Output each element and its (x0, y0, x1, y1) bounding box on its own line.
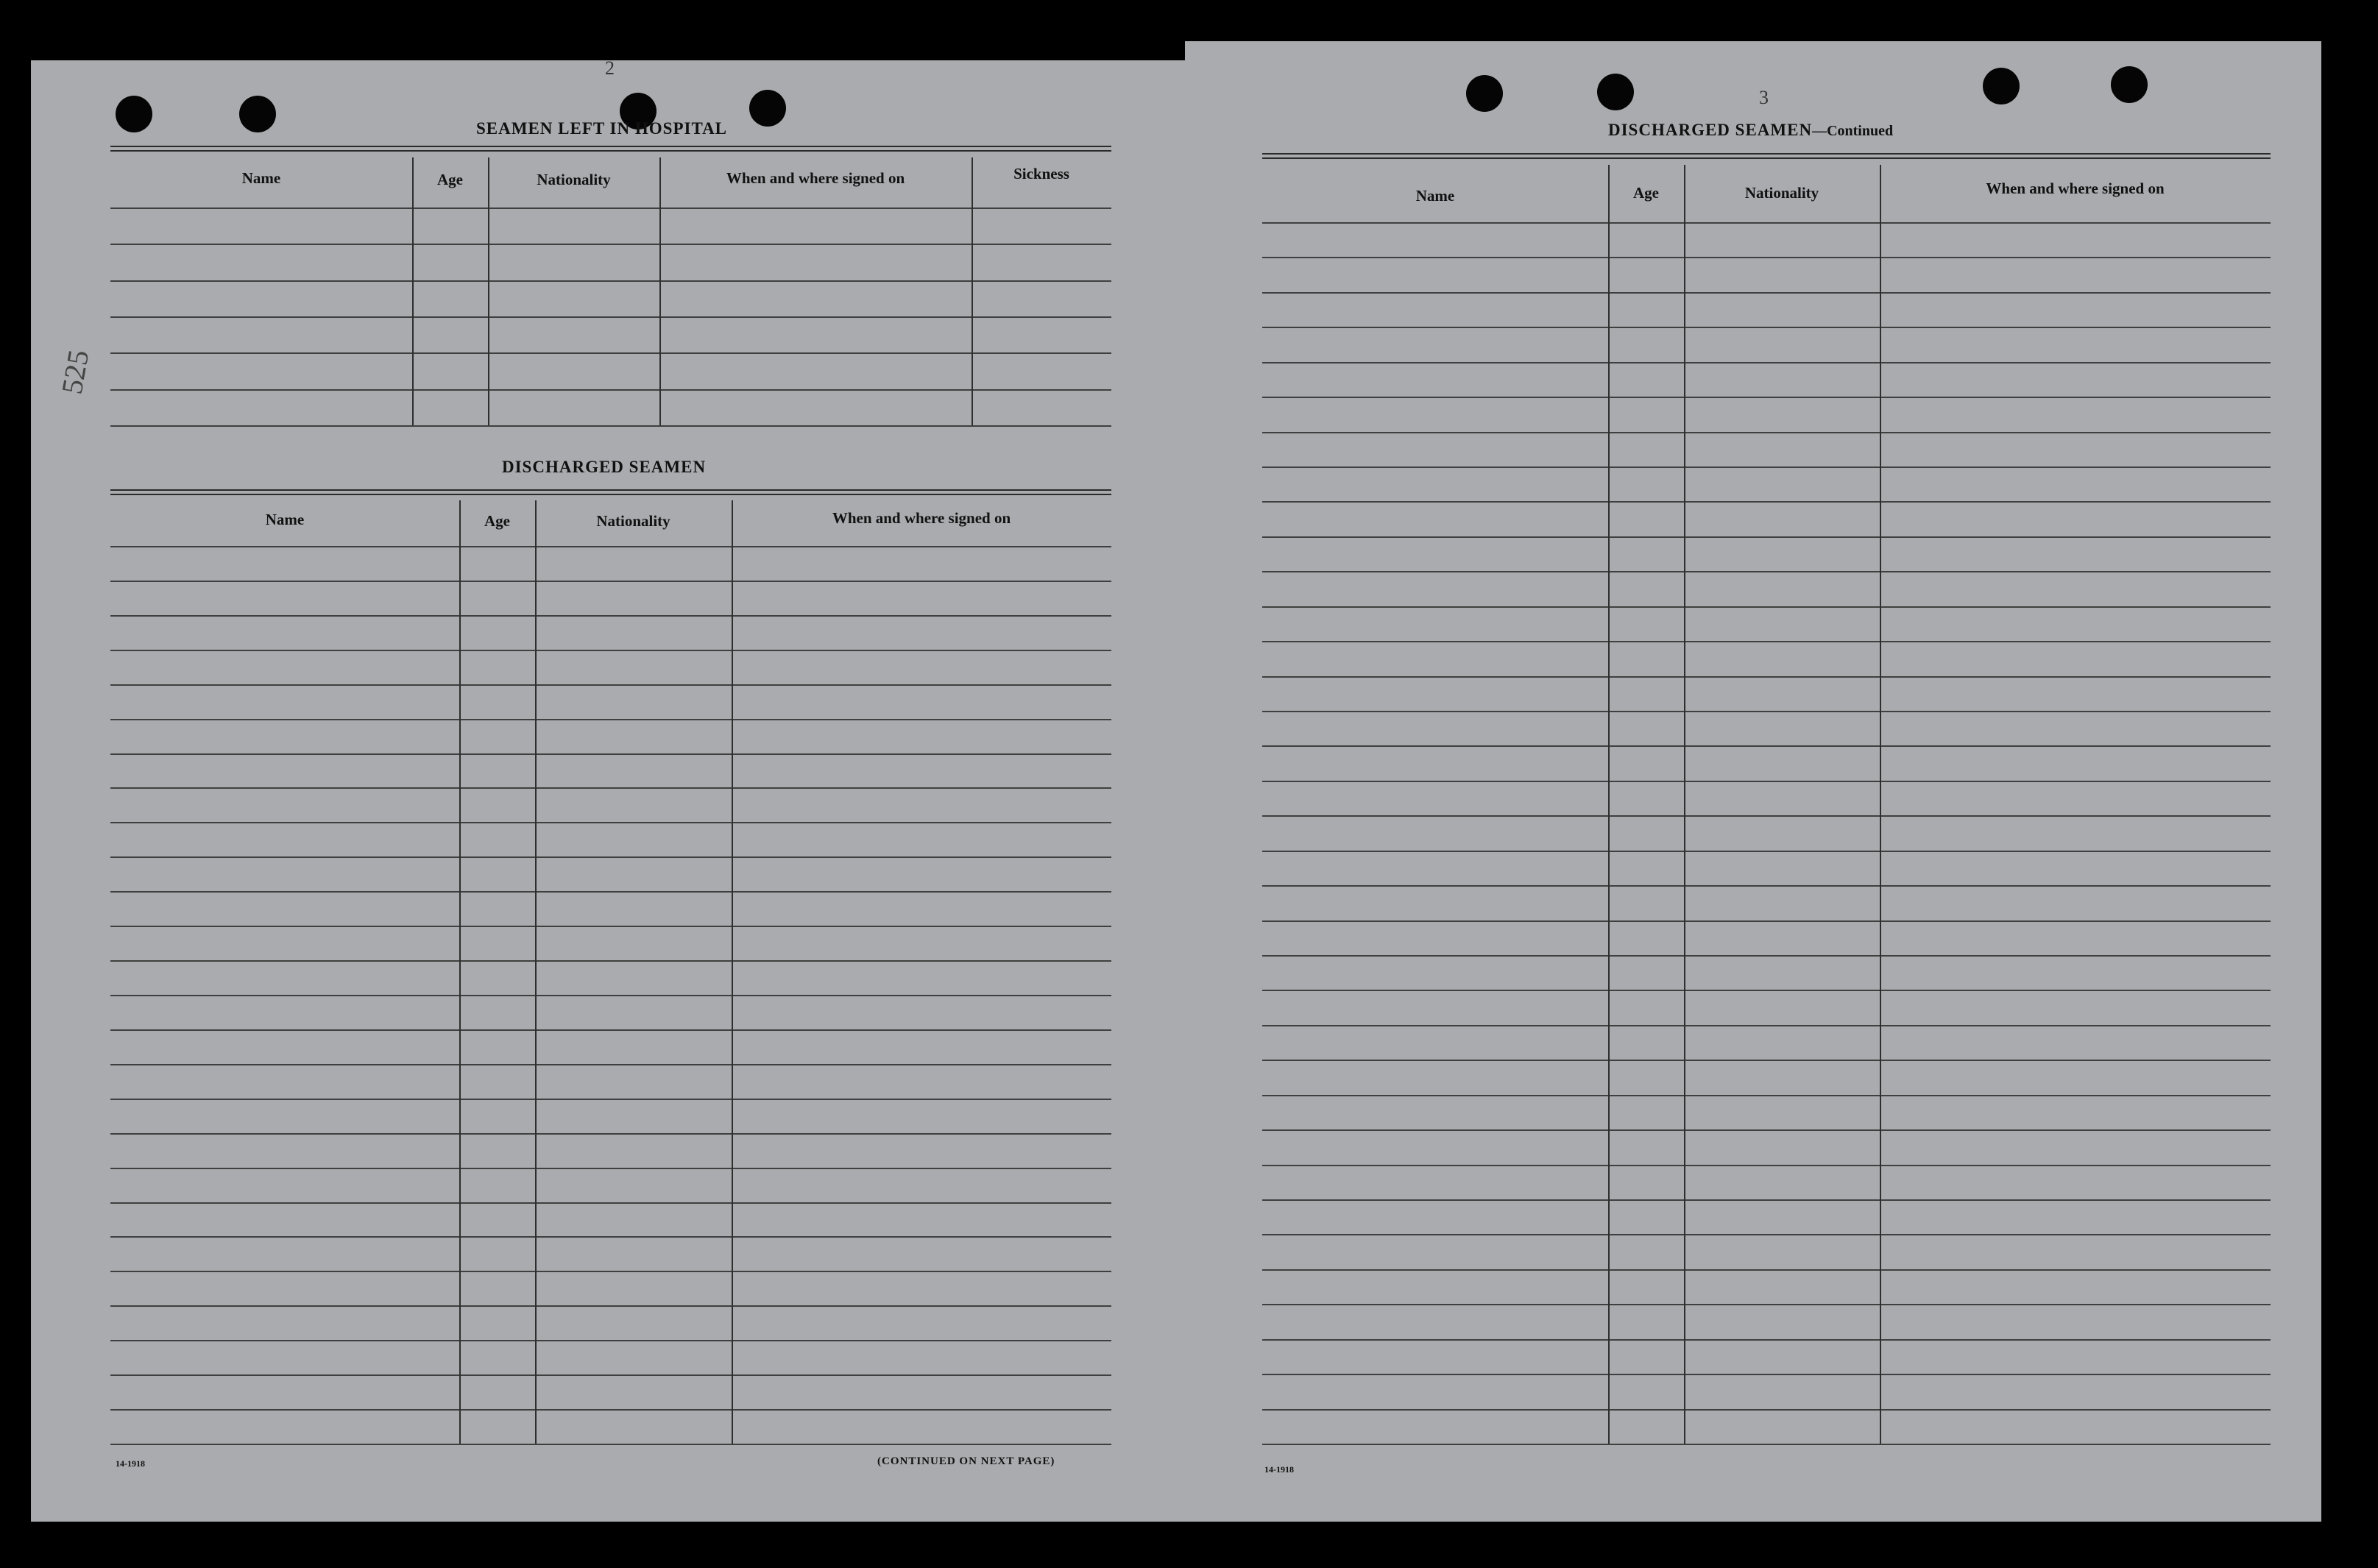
ruled-row-line (1262, 851, 2271, 852)
page-number: 3 (1759, 87, 1769, 108)
ruled-row-line (110, 352, 1111, 354)
section-title (1608, 121, 1893, 140)
ruled-row-line (1262, 990, 2271, 991)
ruled-row-line (110, 787, 1111, 789)
ruled-row-line (110, 1099, 1111, 1100)
title-rule (110, 150, 1111, 152)
ruled-row-line (110, 1064, 1111, 1065)
column-divider (535, 500, 537, 1444)
ruled-row-line (110, 244, 1111, 245)
ruled-row-line (1262, 745, 2271, 747)
punch-hole-icon (239, 96, 276, 132)
column-divider (1684, 165, 1685, 1444)
ruled-row-line (110, 425, 1111, 427)
continued-note: (CONTINUED ON NEXT PAGE) (877, 1455, 1055, 1467)
col-header-nationality: Nationality (1744, 184, 1819, 202)
ruled-row-line (1262, 606, 2271, 608)
margin-handwritten-mark: 525 (54, 347, 96, 397)
punch-hole-icon (116, 96, 152, 132)
ruled-row-line (1262, 1409, 2271, 1411)
column-divider (1608, 165, 1610, 1444)
ruled-row-line (110, 684, 1111, 686)
ruled-row-line (1262, 467, 2271, 468)
right-page (1185, 41, 2321, 1522)
ruled-row-line (1262, 885, 2271, 887)
ruled-row-line (1262, 1129, 2271, 1131)
col-header-sickness: Sickness (1013, 165, 1069, 182)
ruled-row-line (1262, 1444, 2271, 1445)
ruled-row-line (110, 719, 1111, 720)
ruled-row-line (110, 546, 1111, 547)
ruled-row-line (1262, 362, 2271, 363)
ruled-row-line (110, 1340, 1111, 1341)
ruled-row-line (1262, 711, 2271, 712)
ruled-row-line (1262, 1269, 2271, 1271)
ruled-row-line (1262, 781, 2271, 782)
ruled-row-line (1262, 1339, 2271, 1341)
punch-hole-icon (1466, 75, 1503, 112)
ruled-row-line (110, 280, 1111, 282)
ruled-row-line (1262, 641, 2271, 642)
section-title-suffix: —Continued (1812, 123, 1894, 139)
ruled-row-line (110, 926, 1111, 927)
column-divider (488, 157, 489, 425)
ruled-row-line (110, 1444, 1111, 1445)
ruled-row-line (110, 1236, 1111, 1238)
title-rule (1262, 157, 2271, 159)
ruled-row-line (1262, 955, 2271, 957)
ruled-row-line (110, 316, 1111, 318)
col-header-age: Age (1633, 184, 1659, 202)
title-rule (110, 489, 1111, 491)
ruled-row-line (1262, 676, 2271, 678)
col-header-signed-on: When and where signed on (726, 169, 905, 187)
ruled-row-line (110, 1305, 1111, 1307)
punch-hole-icon (2111, 66, 2148, 103)
ruled-row-line (110, 753, 1111, 755)
ruled-row-line (1262, 1025, 2271, 1026)
ruled-row-line (110, 960, 1111, 962)
ruled-row-line (110, 389, 1111, 391)
col-header-name: Name (241, 169, 281, 187)
col-header-signed-on: When and where signed on (1986, 180, 2165, 197)
ruled-row-line (110, 995, 1111, 996)
ruled-row-line (1262, 571, 2271, 572)
discharged-section-title: DISCHARGED SEAMEN (502, 458, 707, 476)
ruled-row-line (1262, 222, 2271, 224)
ruled-row-line (1262, 327, 2271, 328)
ruled-row-line (110, 581, 1111, 582)
ruled-row-line (110, 207, 1111, 209)
ruled-row-line (110, 1133, 1111, 1135)
punch-hole-icon (1597, 74, 1634, 110)
col-header-nationality: Nationality (596, 512, 670, 530)
ruled-row-line (1262, 501, 2271, 503)
ruled-row-line (1262, 1199, 2271, 1201)
col-header-age: Age (484, 512, 510, 530)
ruled-row-line (1262, 292, 2271, 294)
ruled-row-line (110, 615, 1111, 617)
ruled-row-line (1262, 920, 2271, 922)
ruled-row-line (110, 822, 1111, 823)
column-divider (732, 500, 733, 1444)
hospital-section-title: SEAMEN LEFT IN HOSPITAL (476, 119, 728, 138)
column-divider (972, 157, 973, 425)
ruled-row-line (110, 650, 1111, 651)
col-header-age: Age (437, 171, 463, 188)
punch-hole-icon (749, 90, 786, 127)
ruled-row-line (110, 1202, 1111, 1204)
page-number: 2 (605, 57, 615, 79)
ruled-row-line (110, 1168, 1111, 1169)
left-page (31, 57, 1185, 1522)
ruled-row-line (1262, 1304, 2271, 1305)
col-header-name: Name (265, 511, 305, 528)
form-number: 14-1918 (116, 1458, 145, 1469)
ruled-row-line (1262, 1060, 2271, 1061)
ruled-row-line (110, 856, 1111, 858)
ruled-row-line (110, 1029, 1111, 1031)
column-divider (659, 157, 661, 425)
title-rule (110, 146, 1111, 147)
col-header-signed-on: When and where signed on (832, 509, 1011, 527)
title-rule (110, 494, 1111, 495)
ruled-row-line (1262, 1095, 2271, 1096)
ruled-row-line (1262, 536, 2271, 538)
ruled-row-line (110, 1409, 1111, 1411)
ruled-row-line (1262, 815, 2271, 817)
ruled-row-line (1262, 1234, 2271, 1235)
column-divider (412, 157, 414, 425)
col-header-name: Name (1415, 187, 1455, 205)
column-divider (459, 500, 461, 1444)
ruled-row-line (1262, 432, 2271, 433)
col-header-nationality: Nationality (537, 171, 611, 188)
ruled-row-line (110, 1271, 1111, 1272)
punch-hole-icon (1983, 68, 2020, 104)
title-rule (1262, 153, 2271, 155)
ruled-row-line (1262, 257, 2271, 258)
ruled-row-line (110, 1374, 1111, 1376)
column-divider (1880, 165, 1881, 1444)
section-title-text: DISCHARGED SEAMEN (1608, 121, 1813, 139)
form-number: 14-1918 (1264, 1464, 1294, 1475)
ruled-row-line (1262, 1374, 2271, 1375)
ruled-row-line (1262, 397, 2271, 398)
ruled-row-line (110, 891, 1111, 893)
ruled-row-line (1262, 1165, 2271, 1166)
